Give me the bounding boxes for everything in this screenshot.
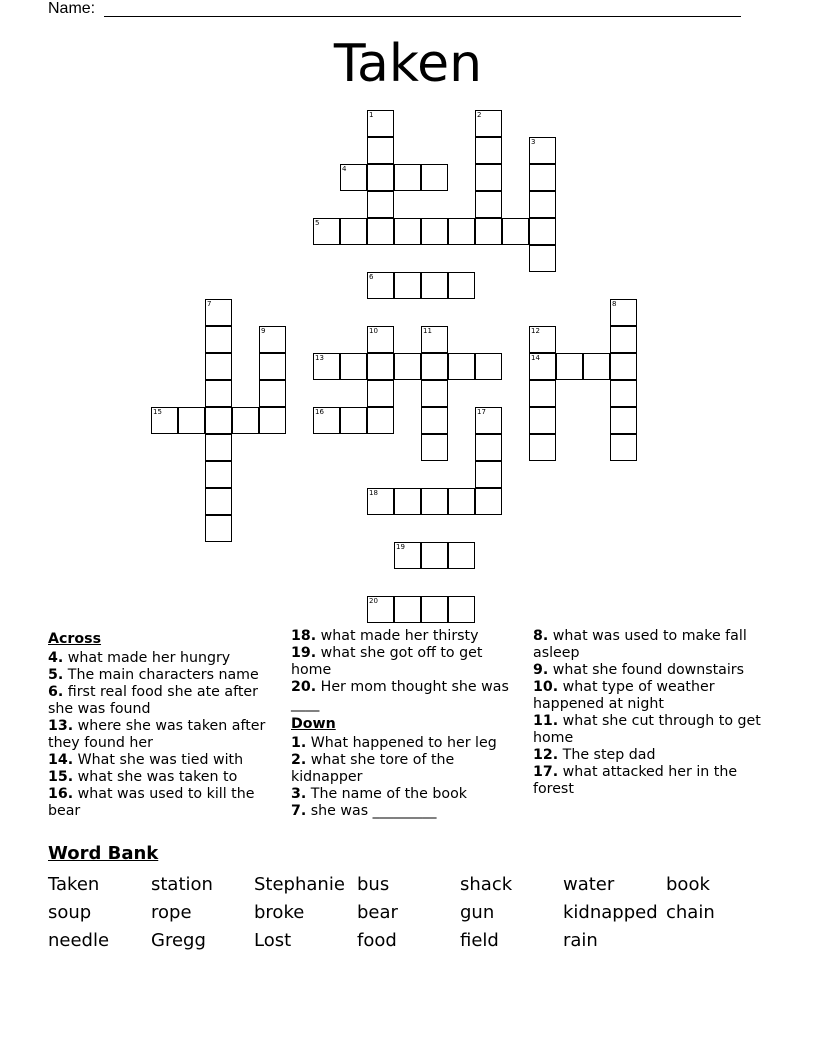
- word-bank-word: Taken: [48, 874, 100, 895]
- clue-across-15: 15. what she was taken to: [48, 769, 238, 785]
- crossword-cell[interactable]: [178, 407, 205, 434]
- crossword-cell[interactable]: [475, 488, 502, 515]
- cell-number: 8: [612, 300, 617, 308]
- crossword-cell[interactable]: [529, 245, 556, 272]
- word-bank-word: kidnapped: [563, 902, 658, 923]
- crossword-cell[interactable]: [448, 596, 475, 623]
- crossword-cell[interactable]: [556, 353, 583, 380]
- down-header: Down: [291, 716, 336, 732]
- crossword-cell[interactable]: [394, 542, 421, 569]
- crossword-cell[interactable]: [610, 380, 637, 407]
- crossword-cell[interactable]: [394, 353, 421, 380]
- crossword-cell[interactable]: [394, 488, 421, 515]
- crossword-cell[interactable]: [475, 137, 502, 164]
- crossword-cell[interactable]: [394, 272, 421, 299]
- crossword-cell[interactable]: [340, 407, 367, 434]
- crossword-cell[interactable]: [151, 407, 178, 434]
- crossword-cell[interactable]: [529, 407, 556, 434]
- name-label: Name:: [48, 0, 96, 17]
- crossword-cell[interactable]: [529, 137, 556, 164]
- clue-down-9: 9. what she found downstairs: [533, 662, 745, 678]
- clue-across-4: 4. what made her hungry: [48, 650, 231, 666]
- clue-across-18: 18. what made her thirsty: [291, 628, 479, 644]
- crossword-cell[interactable]: [610, 326, 637, 353]
- cell-number: 13: [315, 354, 324, 362]
- cell-number: 4: [342, 165, 347, 173]
- word-bank-word: station: [151, 874, 213, 895]
- crossword-cell[interactable]: [448, 488, 475, 515]
- crossword-cell[interactable]: [475, 218, 502, 245]
- crossword-cell[interactable]: [529, 380, 556, 407]
- crossword-cell[interactable]: [367, 353, 394, 380]
- crossword-cell[interactable]: [421, 326, 448, 353]
- crossword-cell[interactable]: [367, 191, 394, 218]
- crossword-cell[interactable]: [421, 542, 448, 569]
- cell-number: 15: [153, 408, 162, 416]
- crossword-cell[interactable]: [421, 596, 448, 623]
- crossword-cell[interactable]: [340, 218, 367, 245]
- cell-number: 17: [477, 408, 486, 416]
- word-bank-word: chain: [666, 902, 715, 923]
- crossword-cell[interactable]: [367, 488, 394, 515]
- crossword-cell[interactable]: [610, 434, 637, 461]
- clues-column-3: [533, 628, 773, 798]
- word-bank-word: needle: [48, 930, 110, 951]
- crossword-cell[interactable]: [421, 380, 448, 407]
- cell-number: 6: [369, 273, 374, 281]
- cell-number: 10: [369, 327, 378, 335]
- crossword-cell[interactable]: [313, 407, 340, 434]
- crossword-cell[interactable]: [475, 110, 502, 137]
- crossword-cell[interactable]: [205, 326, 232, 353]
- crossword-cell[interactable]: [475, 353, 502, 380]
- crossword-cell[interactable]: [529, 434, 556, 461]
- crossword-cell[interactable]: [421, 353, 448, 380]
- cell-number: 3: [531, 138, 536, 146]
- crossword-cell[interactable]: [205, 299, 232, 326]
- crossword-cell[interactable]: [475, 407, 502, 434]
- crossword-cell[interactable]: [259, 407, 286, 434]
- word-bank-word: water: [563, 874, 615, 895]
- word-bank-word: rain: [563, 930, 598, 951]
- crossword-cell[interactable]: [205, 434, 232, 461]
- clues-column-1: [48, 628, 280, 820]
- cell-number: 18: [369, 489, 378, 497]
- word-bank-word: food: [357, 930, 397, 951]
- crossword-cell[interactable]: [421, 218, 448, 245]
- crossword-cell[interactable]: [367, 326, 394, 353]
- crossword-cell[interactable]: [367, 137, 394, 164]
- crossword-cell[interactable]: [367, 407, 394, 434]
- crossword-cell[interactable]: [367, 380, 394, 407]
- cell-number: 19: [396, 543, 405, 551]
- word-bank-word: broke: [254, 902, 305, 923]
- crossword-cell[interactable]: [502, 218, 529, 245]
- word-bank-word: Stephanie: [254, 874, 345, 895]
- crossword-cell[interactable]: [259, 380, 286, 407]
- cell-number: 2: [477, 111, 482, 119]
- crossword-cell[interactable]: [232, 407, 259, 434]
- crossword-cell[interactable]: [475, 164, 502, 191]
- crossword-cell[interactable]: [448, 218, 475, 245]
- cell-number: 14: [531, 354, 540, 362]
- crossword-cell[interactable]: [529, 191, 556, 218]
- crossword-cell[interactable]: [367, 218, 394, 245]
- clue-down-12: 12. The step dad: [533, 747, 656, 763]
- word-bank-word: bear: [357, 902, 398, 923]
- word-bank-word: Lost: [254, 930, 292, 951]
- clue-across-19: 19. what she got off to get home: [291, 645, 483, 678]
- crossword-cell[interactable]: [205, 461, 232, 488]
- crossword-cell[interactable]: [394, 596, 421, 623]
- cell-number: 11: [423, 327, 432, 335]
- clue-down-10: 10. what type of weather happened at night: [533, 679, 715, 712]
- crossword-cell[interactable]: [475, 191, 502, 218]
- clue-across-13: 13. where she was taken after they found her: [48, 718, 266, 751]
- word-bank-word: rope: [151, 902, 192, 923]
- clue-down-3: 3. The name of the book: [291, 786, 467, 802]
- clue-across-14: 14. What she was tied with: [48, 752, 244, 768]
- crossword-cell[interactable]: [529, 353, 556, 380]
- crossword-cell[interactable]: [205, 515, 232, 542]
- clue-across-5: 5. The main characters name: [48, 667, 259, 683]
- cell-number: 9: [261, 327, 266, 335]
- crossword-cell[interactable]: [340, 164, 367, 191]
- cell-number: 5: [315, 219, 320, 227]
- crossword-cell[interactable]: [394, 164, 421, 191]
- clue-across-20: 20. Her mom thought she was ____: [291, 679, 509, 712]
- crossword-cell[interactable]: [421, 164, 448, 191]
- crossword-cell[interactable]: [448, 272, 475, 299]
- word-bank-title: Word Bank: [48, 843, 159, 864]
- crossword-cell[interactable]: [529, 326, 556, 353]
- across-header: Across: [48, 631, 102, 647]
- crossword-cell[interactable]: [313, 218, 340, 245]
- crossword-cell[interactable]: [205, 488, 232, 515]
- clue-down-11: 11. what she cut through to get home: [533, 713, 761, 746]
- crossword-cell[interactable]: [259, 326, 286, 353]
- cell-number: 7: [207, 300, 212, 308]
- word-bank-word: field: [460, 930, 499, 951]
- page-title: Taken: [333, 34, 483, 94]
- cell-number: 1: [369, 111, 374, 119]
- crossword-cell[interactable]: [367, 596, 394, 623]
- crossword-cell[interactable]: [610, 353, 637, 380]
- crossword-cell[interactable]: [421, 272, 448, 299]
- clue-across-16: 16. what was used to kill the bear: [48, 786, 255, 819]
- crossword-cell[interactable]: [259, 353, 286, 380]
- cell-number: 20: [369, 597, 378, 605]
- cell-number: 12: [531, 327, 540, 335]
- crossword-cell[interactable]: [610, 407, 637, 434]
- crossword-cell[interactable]: [529, 164, 556, 191]
- crossword-cell[interactable]: [367, 272, 394, 299]
- crossword-cell[interactable]: [313, 353, 340, 380]
- clue-down-8: 8. what was used to make fall asleep: [533, 628, 747, 661]
- crossword-cell[interactable]: [448, 353, 475, 380]
- clue-down-17: 17. what attacked her in the forest: [533, 764, 738, 797]
- clue-down-2: 2. what she tore of the kidnapper: [291, 752, 455, 785]
- word-bank-word: Gregg: [151, 930, 206, 951]
- crossword-cell[interactable]: [367, 164, 394, 191]
- crossword-cell[interactable]: [421, 434, 448, 461]
- clue-across-6: 6. first real food she ate after she was found: [48, 684, 258, 717]
- word-bank-word: soup: [48, 902, 92, 923]
- crossword-cell[interactable]: [529, 218, 556, 245]
- crossword-cell[interactable]: [475, 461, 502, 488]
- crossword-cell[interactable]: [205, 380, 232, 407]
- crossword-cell[interactable]: [610, 299, 637, 326]
- cell-number: 16: [315, 408, 324, 416]
- crossword-cell[interactable]: [205, 407, 232, 434]
- clues-column-2: [291, 628, 521, 820]
- crossword-cell[interactable]: [583, 353, 610, 380]
- crossword-cell[interactable]: [421, 488, 448, 515]
- word-bank-word: shack: [460, 874, 513, 895]
- crossword-cell[interactable]: [367, 110, 394, 137]
- crossword-cell[interactable]: [394, 218, 421, 245]
- crossword-cell[interactable]: [205, 353, 232, 380]
- crossword-cell[interactable]: [448, 542, 475, 569]
- crossword-cell[interactable]: [475, 434, 502, 461]
- word-bank-word: bus: [357, 874, 390, 895]
- clue-down-7: 7. she was _________: [291, 803, 437, 819]
- word-bank-word: book: [666, 874, 710, 895]
- crossword-cell[interactable]: [340, 353, 367, 380]
- crossword-cell[interactable]: [421, 407, 448, 434]
- clue-down-1: 1. What happened to her leg: [291, 735, 497, 751]
- word-bank-word: gun: [460, 902, 495, 923]
